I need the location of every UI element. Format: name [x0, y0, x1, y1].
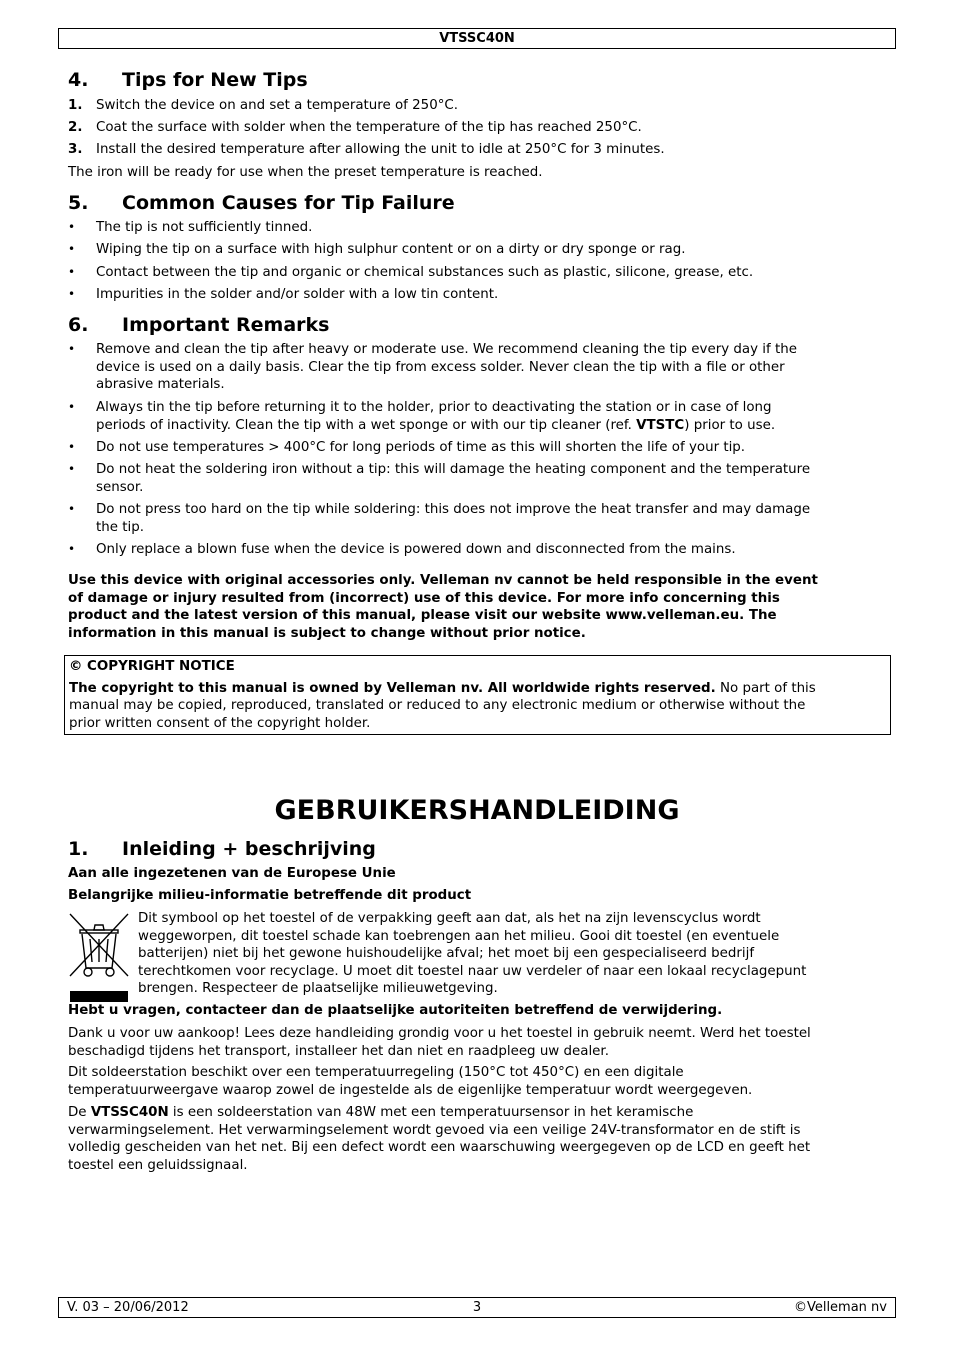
list-item: • Always tin the tip before returning it to the holder, prior to deactivating the station or in case of long periods of inactivity. Clean the tip with a wet sponge or with our tip cleaner (ref. VTSTC) prior to use. [68, 399, 884, 434]
list-item: • Remove and clean the tip after heavy or moderate use. We recommend cleaning the tip every day if the device is used on a daily basis. Clear the tip from excess solder. Never clean the tip with a file or other abrasive materials. [68, 341, 884, 394]
list-item: • Do not press too hard on the tip while soldering: this does not improve the heat transfer and may damage the tip. [68, 501, 884, 536]
page-footer [58, 1297, 896, 1318]
section-4-title: Tips for New Tips [122, 69, 308, 91]
manual-title: GEBRUIKERSHANDLEIDING [274, 795, 680, 826]
section-4-note: The iron will be ready for use when the preset temperature is reached. [68, 165, 543, 180]
step-item: 2. Coat the surface with solder when the temperature of the tip has reached 250°C. [68, 120, 642, 135]
station-paragraph: Dit soldeerstation beschikt over een temperatuurregeling (150°C tot 450°C) en een digitale temperatuurweergave waarop zowel de ingestelde als de eigenlijke temperatuur wordt weergegeven. [68, 1065, 753, 1098]
nl-section-1-heading: 1. Inleiding + beschrijving [68, 838, 376, 860]
copyright-notice: © COPYRIGHT NOTICE The copyright to this manual is owned by Velleman nv. All worldwide rights reserved. No part of this manual may be copied, reproduced, translated or reduced to any electronic medium or otherwise without the prior written consent of the copyright holder. [64, 655, 891, 735]
contact-note: Hebt u vragen, contacteer dan de plaatselijke autoriteiten betreffend de verwijdering. [68, 1003, 723, 1018]
list-item: • The tip is not sufficiently tinned. [68, 219, 884, 237]
footer-company: ©Velleman nv [793, 1300, 887, 1315]
list-item: • Do not heat the soldering iron without a tip: this will damage the heating component and the temperature sensor. [68, 461, 884, 496]
weee-paragraph: Dit symbool op het toestel of de verpakking geeft aan dat, als het na zijn levenscyclus wordt weggeworpen, dit toestel schade kan toebrengen aan het milieu. Gooi dit toestel (en eventuele batterijen) niet bij het gewone huishoudelijke afval; het moet bij een gespecialiseerd bedrijf terechtkomen voor recyclage. U moet dit toestel naar uw verdeler of naar een lokaal recyclagepunt brengen. Respecteer de plaatselijke milieuwetgeving. [138, 911, 807, 996]
section-6-heading: 6. Important Remarks [68, 314, 330, 336]
list-item: • Contact between the tip and organic or chemical substances such as plastic, silicone, grease, etc. [68, 264, 884, 282]
section-5-title: Common Causes for Tip Failure [122, 192, 455, 214]
thanks-paragraph: Dank u voor uw aankoop! Lees deze handleiding grondig voor u het toestel in gebruik neemt. Werd het toestel beschadigd tijdens het transport, installeer het dan niet en raadpleeg uw dealer. [68, 1026, 811, 1059]
eu-heading: Aan alle ingezetenen van de Europese Unie [68, 866, 396, 881]
page-header [58, 28, 896, 49]
section-4-heading: 4. Tips for New Tips [68, 69, 308, 91]
footer-version: V. 03 – 20/06/2012 [67, 1300, 189, 1315]
copyright-title: © COPYRIGHT NOTICE [69, 659, 235, 674]
nl-section-1-title: Inleiding + beschrijving [122, 838, 376, 860]
header-model: VTSSC40N [439, 31, 515, 46]
section-5-heading: 5. Common Causes for Tip Failure [68, 192, 455, 214]
environment-heading: Belangrijke milieu-informatie betreffende dit product [68, 888, 472, 903]
product-ref: VTSTC [636, 417, 685, 433]
list-item: • Impurities in the solder and/or solder with a low tin content. [68, 286, 884, 304]
list-item: • Do not use temperatures > 400°C for long periods of time as this will shorten the life of your tip. [68, 439, 884, 457]
step-item: 1. Switch the device on and set a temperature of 250°C. [68, 98, 459, 113]
section-6-title: Important Remarks [122, 314, 330, 336]
list-item: • Wiping the tip on a surface with high sulphur content or on a dirty or dry sponge or rag. [68, 241, 884, 259]
description-paragraph: De VTSSC40N is een soldeerstation van 48W met een temperatuursensor in het keramische verwarmingselement. Het verwarmingselement wordt gevoed via een veilige 24V-transformator en de stift is volledig gescheiden van het net. Bij een defect wordt een waarschuwing weergegeven op de LCD en geeft het toestel een geluidssignaal. [68, 1105, 811, 1173]
page-number: 3 [472, 1300, 482, 1315]
list-item: • Only replace a blown fuse when the device is powered down and disconnected from the mains. [68, 541, 884, 559]
warning-paragraph: Use this device with original accessories only. Velleman nv cannot be held responsible in the event of damage or injury resulted from (incorrect) use of this device. For more info concerning this product and the latest version of this manual, please visit our website www.velleman.eu. The information in this manual is subject to change without prior notice. [68, 573, 818, 641]
model-name: VTSSC40N [90, 1105, 169, 1120]
step-item: 3. Install the desired temperature after allowing the unit to idle at 250°C for 3 minutes. [68, 142, 665, 157]
weee-bin-icon [68, 912, 130, 1004]
